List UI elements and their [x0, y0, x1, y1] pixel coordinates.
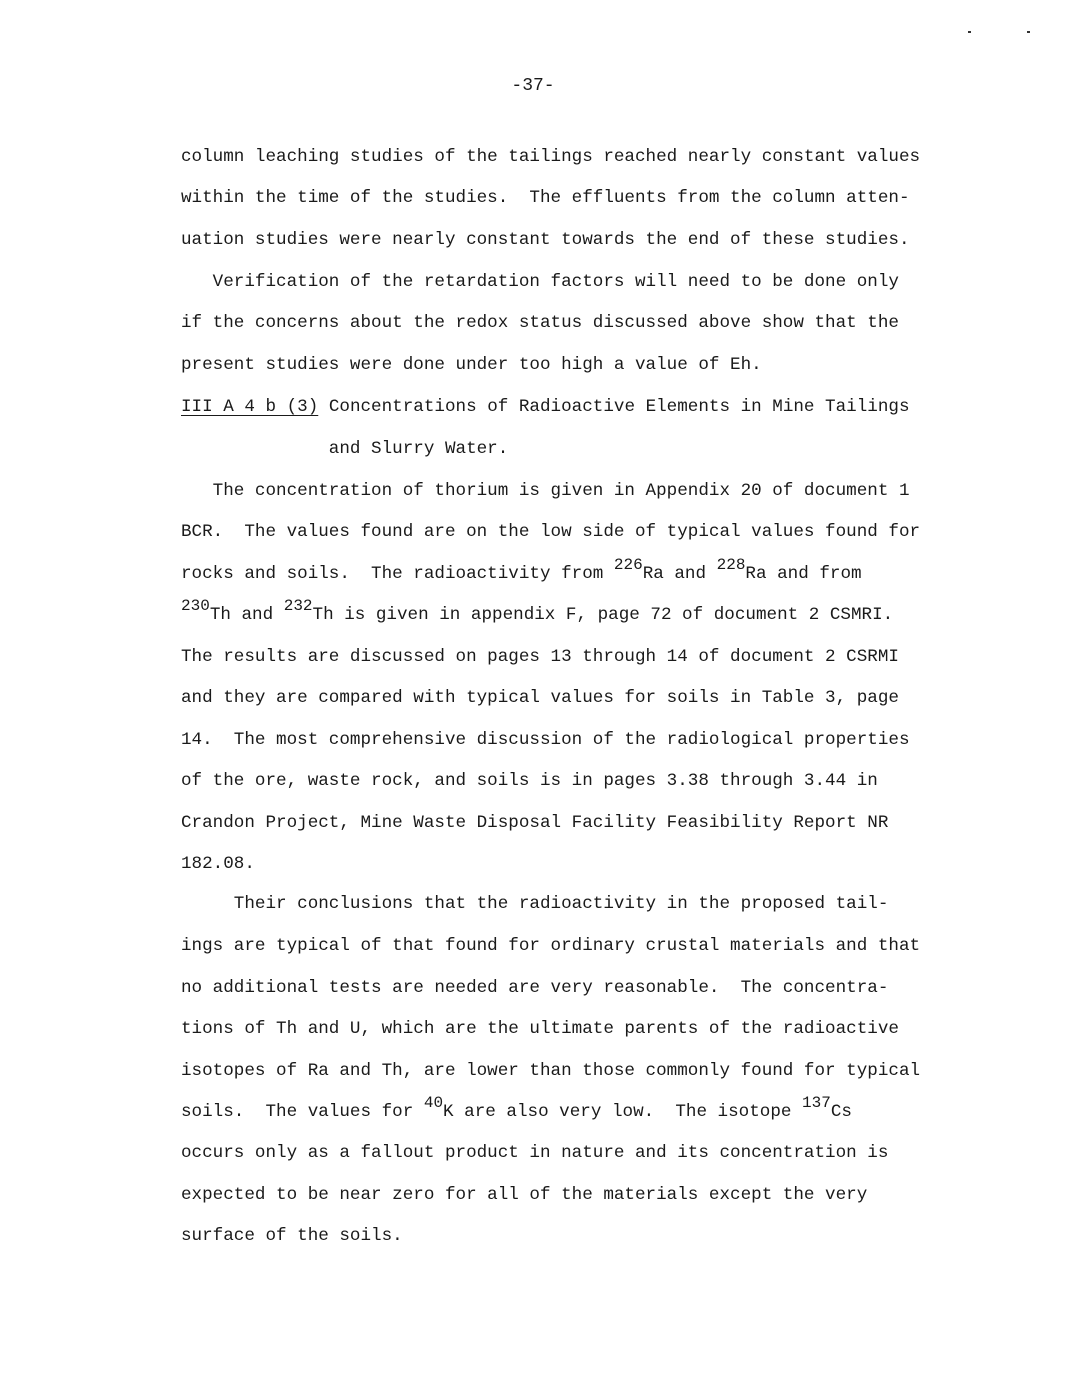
paragraph-line: 182.08.: [181, 854, 255, 874]
paragraph-line: uation studies were nearly constant towards the end of these studies.: [181, 230, 910, 250]
scan-speck: [1027, 31, 1030, 33]
paragraph-line: present studies were done under too high a value of Eh.: [181, 355, 762, 375]
paragraph-line: [181, 556, 862, 585]
section-number: III A 4 b (3): [181, 397, 319, 417]
paragraph-line: [181, 597, 894, 626]
paragraph-line: The concentration of thorium is given in Appendix 20 of document 1: [181, 481, 910, 501]
text-run: Ra and: [642, 564, 717, 584]
section-heading: [181, 396, 910, 418]
superscript: 228: [716, 556, 746, 574]
paragraph-line: column leaching studies of the tailings reached nearly constant values: [181, 147, 921, 167]
text-run: Ra and from: [745, 564, 862, 584]
text-run: Th is given in appendix F, page 72 of document 2 CSMRI.: [312, 605, 894, 625]
scan-speck: [968, 31, 971, 33]
paragraph-line: expected to be near zero for all of the materials except the very: [181, 1185, 868, 1205]
superscript: 137: [802, 1094, 831, 1112]
paragraph-line: isotopes of Ra and Th, are lower than those commonly found for typical: [181, 1061, 921, 1081]
page-number: -37-: [511, 76, 555, 96]
paragraph-line: occurs only as a fallout product in nature and its concentration is: [181, 1143, 889, 1163]
paragraph-line: Crandon Project, Mine Waste Disposal Facility Feasibility Report NR: [181, 813, 889, 833]
paragraph-line: The results are discussed on pages 13 through 14 of document 2 CSRMI: [181, 647, 899, 667]
superscript: 230: [181, 597, 210, 615]
text-run: Cs: [830, 1102, 852, 1122]
paragraph-line: BCR. The values found are on the low side of typical values found for: [181, 522, 921, 542]
section-title-continued: and Slurry Water.: [181, 439, 509, 459]
superscript: 40: [423, 1094, 444, 1112]
paragraph-line: no additional tests are needed are very reasonable. The concentra-: [181, 978, 889, 998]
paragraph-line: Verification of the retardation factors will need to be done only: [181, 272, 899, 292]
paragraph-line: tions of Th and U, which are the ultimate parents of the radioactive: [181, 1019, 899, 1039]
paragraph-line: of the ore, waste rock, and soils is in pages 3.38 through 3.44 in: [181, 771, 878, 791]
text-run: rocks and soils. The radioactivity from: [181, 564, 614, 584]
paragraph-line: and they are compared with typical values for soils in Table 3, page: [181, 688, 899, 708]
text-run: K are also very low. The isotope: [443, 1102, 803, 1122]
text-run: Th and: [209, 605, 284, 625]
paragraph-line: if the concerns about the redox status discussed above show that the: [181, 313, 899, 333]
paragraph-line: [181, 1094, 852, 1123]
paragraph-line: 14. The most comprehensive discussion of the radiological properties: [181, 730, 910, 750]
superscript: 226: [613, 556, 643, 574]
superscript: 232: [283, 597, 313, 615]
paragraph-line: within the time of the studies. The effluents from the column atten-: [181, 188, 910, 208]
paragraph-line: surface of the soils.: [181, 1226, 403, 1246]
section-title: Concentrations of Radioactive Elements in Mine Tailings: [318, 397, 910, 417]
paragraph-line: ings are typical of that found for ordinary crustal materials and that: [181, 936, 921, 956]
text-run: soils. The values for: [181, 1102, 424, 1122]
paragraph-line: Their conclusions that the radioactivity in the proposed tail-: [181, 894, 889, 914]
